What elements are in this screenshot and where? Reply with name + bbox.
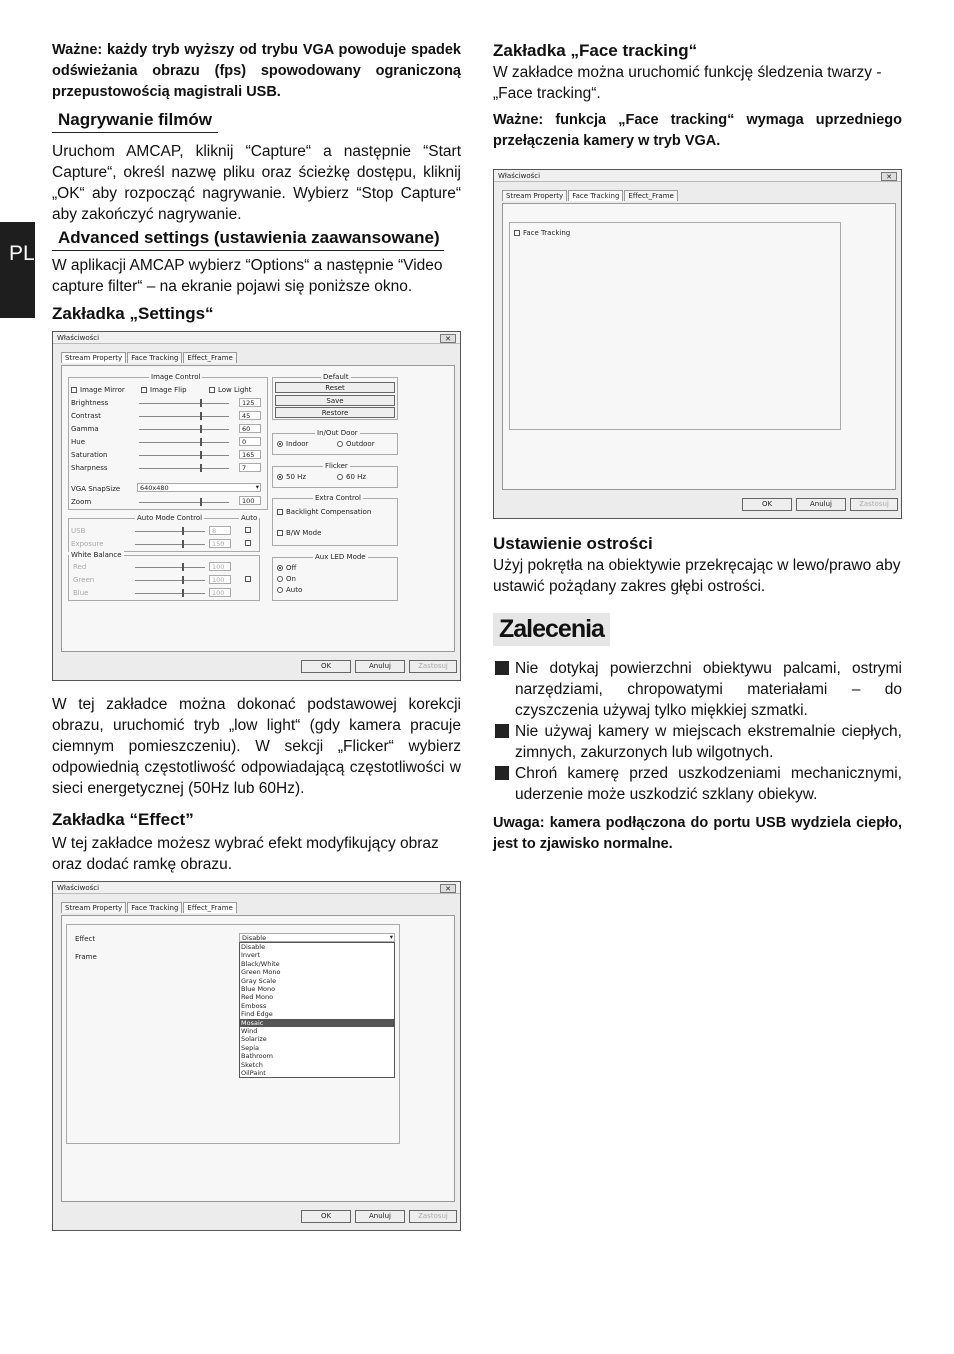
image-row-label: Brightness (71, 399, 109, 407)
list-item (493, 763, 902, 805)
zoom-slider[interactable] (139, 502, 229, 503)
image-row-slider[interactable] (139, 468, 229, 469)
face-panel (502, 203, 896, 490)
ok-button[interactable]: OK (742, 498, 792, 511)
restore-button[interactable]: Restore (275, 407, 395, 418)
tab-face-tracking[interactable]: Face Tracking (127, 902, 182, 913)
usb-slider[interactable] (135, 531, 205, 532)
tab-face-tracking[interactable]: Face Tracking (127, 352, 182, 363)
zoom-value: 100 (239, 496, 261, 505)
effect-dialog-titlebar (53, 882, 460, 894)
exposure-value: 150 (209, 539, 231, 548)
tab-stream-property[interactable]: Stream Property (502, 190, 567, 201)
flicker-title: Flicker (325, 462, 348, 470)
settings-heading: Zakładka „Settings“ (52, 304, 214, 323)
effect-dialog-tabs (61, 902, 238, 913)
red-value: 100 (209, 562, 231, 571)
white-balance-title: White Balance (71, 551, 122, 559)
list-item-text: Nie dotykaj powierzchni obiektywu palcami, ostrymi narzędziami, chropowatymi materiałami – do czyszczenia używaj tylko miękkiej szmatki. (515, 660, 902, 719)
left-column-lower (52, 694, 461, 875)
exposure-slider[interactable] (135, 544, 205, 545)
led-auto-radio[interactable] (277, 586, 302, 594)
face-group (509, 222, 841, 430)
zoom-label: Zoom (71, 498, 92, 506)
settings-dialog (52, 331, 461, 681)
cancel-button[interactable]: Anuluj (355, 660, 405, 673)
list-item-text: Chroń kamerę przed uszkodzeniami mechanicznymi, uderzenie może uszkodzić szklany obiekyw. (515, 765, 902, 803)
image-row-label: Hue (71, 438, 86, 446)
snapsize-label: VGA SnapSize (71, 485, 121, 493)
usb-value: 8 (209, 526, 231, 535)
apply-button[interactable]: Zastosuj (409, 1210, 457, 1223)
effect-option[interactable]: OilPaint (241, 1069, 266, 1078)
effect-option[interactable]: Bathroom (241, 1052, 273, 1061)
effect-label: Effect (75, 935, 96, 943)
blue-label: Blue (73, 589, 89, 597)
image-row-label: Sharpness (71, 464, 108, 472)
effect-heading: Zakładka “Effect” (52, 810, 194, 829)
face-warning: Ważne: funkcja „Face tracking“ wymaga uprzedniego przełączenia kamery w tryb VGA. (493, 112, 902, 149)
indoor-radio[interactable] (277, 440, 308, 448)
inout-door-title: In/Out Door (317, 429, 358, 437)
aux-led-group (272, 553, 398, 601)
face-text: W zakładce można uruchomić funkcję śledzenia twarzy - „Face tracking“. (493, 64, 882, 102)
effect-selected-value: Disable (242, 934, 267, 942)
image-control-group (68, 373, 268, 510)
extra-control-title: Extra Control (315, 494, 362, 502)
language-tab (0, 222, 35, 318)
image-row-value: 125 (239, 398, 261, 407)
blue-slider[interactable] (135, 593, 205, 594)
effect-option[interactable]: Gray Scale (241, 976, 277, 985)
led-auto-label: Auto (286, 586, 303, 594)
inout-door-group (272, 429, 398, 455)
effect-option[interactable]: Black/White (241, 959, 280, 968)
settings-text: W tej zakładce można dokonać podstawowej korekcji obrazu, uruchomić tryb „low light“ (gdy kamera pracuje ciemnym pomieszczeniu). W sekcji „Flicker“ wybierz odpowiednią częstotliwość odpowiadającą częstotliwości w sieci energetycznej (50Hz lub 60Hz). (52, 696, 461, 797)
effect-dropdown-list[interactable] (239, 942, 395, 1078)
image-row-label: Contrast (71, 412, 101, 420)
advanced-heading-text: Advanced settings (ustawienia zaawansowane) (52, 227, 444, 251)
language-tab-label: PL (9, 242, 35, 265)
close-icon[interactable]: ✕ (440, 884, 456, 893)
outdoor-label: Outdoor (346, 440, 375, 448)
usb-auto-checkbox[interactable] (245, 526, 254, 534)
bw-mode-label: B/W Mode (286, 529, 322, 537)
recommend-heading: Zalecenia (493, 613, 610, 646)
face-tracking-checkbox[interactable] (514, 229, 570, 237)
60hz-label: 60 Hz (346, 473, 367, 481)
image-row-label: Gamma (71, 425, 99, 433)
red-slider[interactable] (135, 567, 205, 568)
effect-dialog (52, 881, 461, 1231)
cancel-button[interactable]: Anuluj (355, 1210, 405, 1223)
bullet-square-icon (495, 661, 509, 675)
bw-mode-checkbox[interactable] (277, 529, 321, 537)
auto-column-title: Auto (241, 514, 258, 522)
50hz-label: 50 Hz (286, 473, 307, 481)
tab-effect-frame[interactable]: Effect_Frame (624, 190, 677, 201)
recording-text: Uruchom AMCAP, kliknij “Capture“ a następnie “Start Capture“, określ nazwę pliku oraz ścieżkę dostępu, kliknij „OK“ aby rozpocząć nagrywanie. Wybierz “Stop Capture“ aby zakończyć nagrywanie. (52, 143, 461, 223)
advanced-heading (52, 227, 461, 251)
effect-text: W tej zakładce możesz wybrać efekt modyfikujący obraz oraz dodać ramkę obrazu. (52, 835, 439, 873)
effect-option[interactable]: Invert (241, 951, 261, 960)
effect-option[interactable]: Wind (241, 1027, 258, 1036)
snapsize-value: 640x480 (140, 484, 169, 492)
low-light-label: Low Light (218, 386, 252, 394)
frame-label: Frame (75, 953, 97, 961)
face-heading: Zakładka „Face tracking“ (493, 41, 698, 60)
usb-heat-note: Uwaga: kamera podłączona do portu USB wydziela ciepło, jest to zjawisko normalne. (493, 815, 902, 852)
image-row-value: 60 (239, 424, 261, 433)
image-row-slider[interactable] (139, 429, 229, 430)
apply-button[interactable]: Zastosuj (850, 498, 898, 511)
recording-heading (52, 109, 461, 133)
bullet-square-icon (495, 724, 509, 738)
effect-option[interactable]: Sketch (241, 1060, 263, 1069)
led-off-label: Off (286, 564, 297, 572)
flicker-group (272, 462, 398, 488)
settings-panel (61, 365, 455, 652)
effect-option[interactable]: Find Edge (241, 1010, 273, 1019)
effect-option[interactable]: Sepia (241, 1043, 260, 1052)
tab-stream-property[interactable]: Stream Property (61, 352, 126, 363)
effect-panel (61, 915, 455, 1202)
focus-text: Użyj pokrętła na obiektywie przekręcając w lewo/prawo aby ustawić pożądany zakres głębi ostrości. (493, 557, 901, 595)
green-label: Green (73, 576, 95, 584)
wb-auto-checkbox[interactable] (245, 575, 254, 583)
face-dialog-titlebar (494, 170, 901, 182)
low-light-checkbox[interactable] (209, 386, 251, 394)
chevron-down-icon: ▾ (389, 933, 393, 941)
dialog-tabs (61, 352, 238, 363)
extra-control-group (272, 494, 398, 546)
image-control-title: Image Control (151, 373, 201, 381)
image-row-value: 7 (239, 463, 261, 472)
list-item-text: Nie używaj kamery w miejscach ekstremalnie ciepłych, zimnych, zakurzonych lub wilgotnych. (515, 723, 902, 761)
image-row-slider[interactable] (139, 455, 229, 456)
bullet-square-icon (495, 766, 509, 780)
right-column (493, 40, 902, 152)
exposure-label: Exposure (71, 540, 104, 548)
save-button[interactable]: Save (275, 395, 395, 406)
focus-heading: Ustawienie ostrości (493, 534, 653, 553)
image-flip-label: Image Flip (150, 386, 187, 394)
effect-option[interactable]: Red Mono (241, 993, 274, 1002)
advanced-text: W aplikacji AMCAP wybierz “Options“ a następnie “Video capture filter“ – na ekranie pojawi się poniższe okno. (52, 257, 443, 295)
recording-heading-text: Nagrywanie filmów (52, 109, 218, 133)
effect-dialog-title: Właściwości (57, 884, 100, 892)
effect-group (66, 924, 400, 1144)
tab-stream-property[interactable]: Stream Property (61, 902, 126, 913)
usb-label: USB (71, 527, 86, 535)
snapsize-select[interactable] (137, 483, 261, 492)
effect-select[interactable] (239, 933, 395, 942)
effect-option[interactable]: Disable (241, 943, 266, 951)
effect-option[interactable]: Green Mono (241, 968, 281, 977)
backlight-checkbox[interactable] (277, 508, 371, 516)
ok-button[interactable]: OK (301, 1210, 351, 1223)
face-tracking-label: Face Tracking (523, 229, 571, 237)
recommend-heading-wrap (493, 613, 902, 646)
close-icon[interactable]: ✕ (881, 172, 897, 181)
chevron-down-icon: ▾ (255, 483, 259, 491)
auto-mode-group (68, 514, 260, 552)
face-dialog (493, 169, 902, 519)
face-dialog-tabs (502, 190, 679, 201)
led-on-label: On (286, 575, 296, 583)
effect-option[interactable]: Emboss (241, 1001, 267, 1010)
default-title: Default (323, 373, 349, 381)
50hz-radio[interactable] (277, 473, 306, 481)
list-item (493, 721, 902, 763)
blue-value: 100 (209, 588, 231, 597)
auto-mode-title: Auto Mode Control (137, 514, 203, 522)
recommend-list (493, 658, 902, 805)
ok-button[interactable]: OK (301, 660, 351, 673)
tab-effect-frame[interactable]: Effect_Frame (183, 352, 236, 363)
cancel-button[interactable]: Anuluj (796, 498, 846, 511)
green-value: 100 (209, 575, 231, 584)
close-icon[interactable]: ✕ (440, 334, 456, 343)
image-row-slider[interactable] (139, 442, 229, 443)
white-balance-group (68, 551, 260, 601)
backlight-label: Backlight Compensation (286, 508, 372, 516)
right-column-lower (493, 533, 902, 855)
list-item (493, 658, 902, 721)
red-label: Red (73, 563, 87, 571)
effect-option[interactable]: Solarize (241, 1035, 267, 1044)
led-on-radio[interactable] (277, 575, 296, 583)
image-row-value: 0 (239, 437, 261, 446)
apply-button[interactable]: Zastosuj (409, 660, 457, 673)
vga-warning: Ważne: każdy tryb wyższy od trybu VGA powoduje spadek odświeżania obrazu (fps) spowodowany ograniczoną przepustowością magistrali USB. (52, 42, 461, 100)
60hz-radio[interactable] (337, 473, 366, 481)
face-dialog-title: Właściwości (498, 172, 541, 180)
left-column (52, 40, 461, 325)
green-slider[interactable] (135, 580, 205, 581)
image-mirror-label: Image Mirror (80, 386, 125, 394)
dialog-title: Właściwości (57, 334, 100, 342)
image-row-slider[interactable] (139, 416, 229, 417)
image-row-slider[interactable] (139, 403, 229, 404)
image-mirror-checkbox[interactable] (71, 386, 125, 394)
tab-effect-frame[interactable]: Effect_Frame (183, 902, 236, 913)
effect-option[interactable]: Mosaic (240, 1019, 394, 1027)
outdoor-radio[interactable] (337, 440, 375, 448)
dialog-titlebar (53, 332, 460, 344)
default-group (272, 373, 398, 420)
image-row-label: Saturation (71, 451, 108, 459)
exposure-auto-checkbox[interactable] (245, 539, 254, 547)
aux-led-title: Aux LED Mode (315, 553, 366, 561)
tab-face-tracking[interactable]: Face Tracking (568, 190, 623, 201)
led-off-radio[interactable] (277, 564, 296, 572)
image-flip-checkbox[interactable] (141, 386, 187, 394)
image-row-value: 165 (239, 450, 261, 459)
indoor-label: Indoor (286, 440, 309, 448)
reset-button[interactable]: Reset (275, 382, 395, 393)
image-row-value: 45 (239, 411, 261, 420)
effect-option[interactable]: Blue Mono (241, 985, 276, 994)
